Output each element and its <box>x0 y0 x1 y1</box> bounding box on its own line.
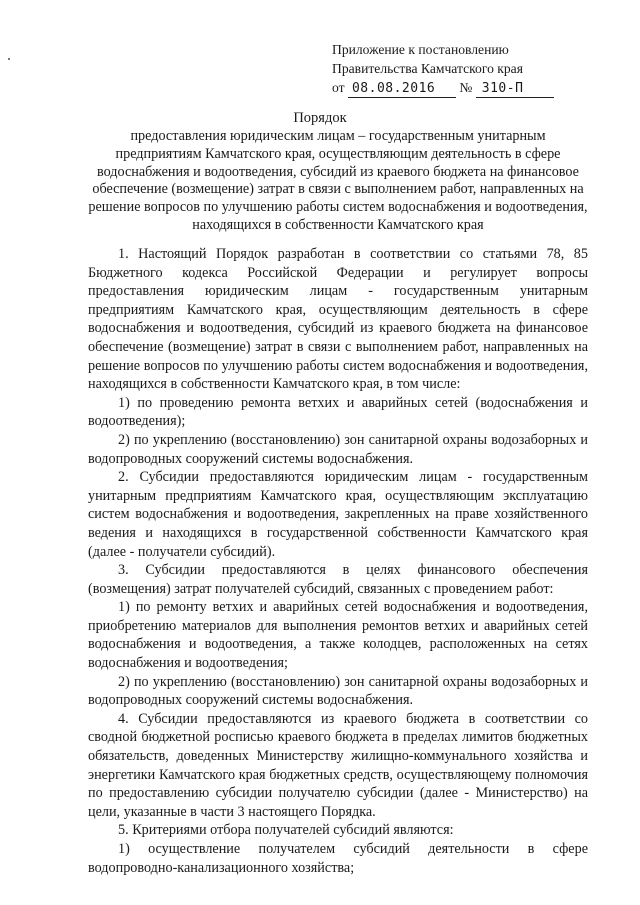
appendix-line-2: Правительства Камчатского края <box>332 61 523 76</box>
paragraph: 2) по укреплению (восстановлению) зон санитарной охраны водозаборных и водопроводных сооружений системы водоснабжения. <box>88 431 588 467</box>
paragraph: 2) по укреплению (восстановлению) зон санитарной охраны водозаборных и водопроводных сооружений системы водоснабжения. <box>88 673 588 709</box>
paragraph: 1. Настоящий Порядок разработан в соответствии со статьями 78, 85 Бюджетного кодекса Российской Федерации и регулирует вопросы предоставления юридическим лицам - государственным унитарным предприятиям Камчатского края, осуществляющим деятельность в сфере водоснабжения и водоотведения, субсидий из краевого бюджета на финансовое обеспечение (возмещение) затрат в связи с выполнением работ, направленных на решение вопросов по улучшению работы систем водоснабжения и водоотведения, находящихся в собственности Камчатского края, в том числе: <box>88 246 588 393</box>
document-body <box>88 245 588 877</box>
paragraph: 1) по ремонту ветхих и аварийных сетей водоснабжения и водоотведения, приобретению материалов для выполнения ремонтов ветхих и аварийных сетей водоснабжения и водоотведения, а также колодцев, расположенных на сетях водоснабжения и водоотведения; <box>88 599 588 672</box>
decree-number: 310-П <box>476 81 554 98</box>
decree-date: 08.08.2016 <box>348 81 456 98</box>
scan-mark <box>8 58 10 60</box>
appendix-line-1: Приложение к постановлению <box>332 42 509 57</box>
paragraph: 1) по проведению ремонта ветхих и аварийных сетей (водоснабжения и водоотведения); <box>88 394 588 430</box>
date-prefix: от <box>332 80 345 95</box>
document-subtitle: предоставления юридическим лицам – государственным унитарным предприятиям Камчатского края, осуществляющим деятельность в сфере водоснабжения и водоотведения, субсидий из краевого бюджета на финансовое обеспечение (возмещение) затрат в связи с выполнением работ, направленных на решение вопросов по улучшению работы систем водоснабжения и водоотведения, находящихся в собственности Камчатского края <box>88 128 588 233</box>
paragraph: 4. Субсидии предоставляются из краевого бюджета в соответствии со сводной бюджетной росписью краевого бюджета в пределах лимитов бюджетных обязательств, доведенных Министерству жилищно-коммунального хозяйства и энергетики Камчатского края бюджетных средств, осуществляющему полномочия по предоставлению субсидии получателю субсидии (далее - Министерство) на цели, указанные в части 3 настоящего Порядка. <box>88 710 588 820</box>
appendix-date-line <box>332 78 612 98</box>
paragraph: 5. Критериями отбора получателей субсидий являются: <box>118 822 454 839</box>
number-prefix: № <box>459 80 473 95</box>
appendix-header <box>332 40 612 98</box>
paragraph: 2. Субсидии предоставляются юридическим лицам - государственным унитарным предприятиям Камчатского края, осуществляющим эксплуатацию систем водоснабжения и водоотведения, закрепленных на праве хозяйственного ведения и находящихся в государственной собственности Камчатского края (далее - получатели субсидий). <box>88 469 588 560</box>
paragraph: 3. Субсидии предоставляются в целях финансового обеспечения (возмещения) затрат получателей субсидий, связанных с проведением работ: <box>88 562 588 597</box>
document-title: Порядок <box>293 110 347 126</box>
paragraph: 1) осуществление получателем субсидий деятельности в сфере водопроводно-канализационного хозяйства; <box>88 841 588 876</box>
